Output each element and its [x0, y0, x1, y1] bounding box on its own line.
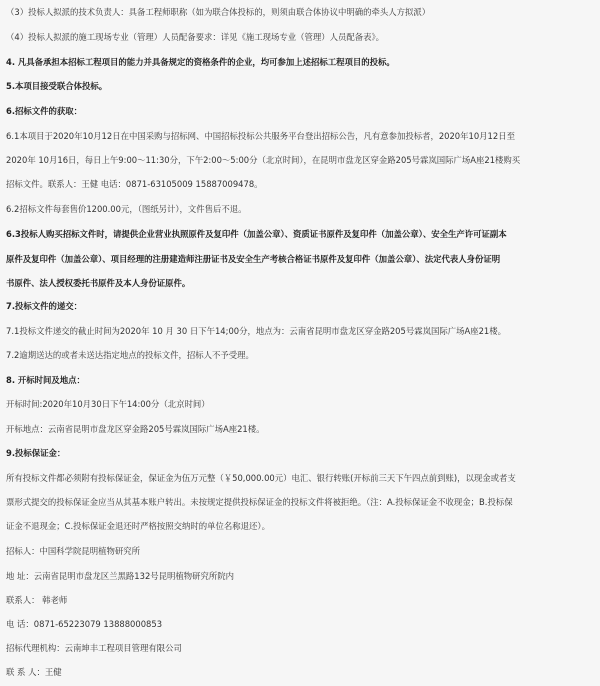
heading-section-6: 6.招标文件的获取： — [6, 106, 83, 116]
line-7-1-deadline: 7.1投标文件递交的截止时间为2020年 10 月 30 日下午14;00分，地点为：云南省昆明市盘龙区穿金路205号霖岚国际广场A座21楼。 — [6, 326, 506, 336]
heading-section-9: 9.投标保证金： — [6, 448, 66, 458]
heading-section-7: 7.投标文件的递交： — [6, 301, 83, 311]
line-6-3-b: 原件及复印件（加盖公章）、项目经理的注册建造师注册证书及安全生产考核合格证书原件及复印件（加盖公章）、法定代表人身份证明 — [6, 254, 501, 264]
line-6-1-contact: 招标文件。联系人：王健 电话：0871-63105009 15887009478。 — [6, 179, 263, 189]
line-opening-place: 开标地点：云南省昆明市盘龙区穿金路205号霖岚国际广场A座21楼。 — [6, 424, 265, 434]
line-tenderer: 招标人：中国科学院昆明植物研究所 — [6, 546, 140, 556]
line-consortium: 5.本项目接受联合体投标。 — [6, 81, 108, 91]
line-opening-time: 开标时间:2020年10月30日下午14:00分（北京时间） — [6, 399, 210, 409]
line-deposit-c: 证金不退现金；C.投标保证金退还时严格按照交纳时的单位名称退还）。 — [6, 521, 270, 531]
line-6-1-a: 6.1本项目于2020年10月12日在中国采购与招标网、中国招标投标公共服务平台登出招标公告，凡有意参加投标者，2020年10月12日至 — [6, 131, 515, 141]
line-site-staff-requirement: （4）投标人拟派的施工现场专业（管理）人员配备要求：详见《施工现场专业（管理）人员配备表》。 — [6, 32, 385, 42]
line-eligibility: 4. 凡具备承担本招标工程项目的能力并具备规定的资格条件的企业，均可参加上述招标工程项目的投标。 — [6, 57, 395, 67]
line-7-2-late: 7.2逾期送达的或者未送达指定地点的投标文件，招标人不予受理。 — [6, 350, 254, 360]
line-agency: 招标代理机构：云南坤丰工程项目管理有限公司 — [6, 643, 182, 653]
line-deposit-b: 票形式提交的投标保证金应当从其基本账户转出。未按规定提供投标保证金的投标文件将被拒绝。（注：A.投标保证金不收现金；B.投标保 — [6, 497, 513, 507]
line-address: 地 址：云南省昆明市盘龙区兰黑路132号昆明植物研究所院内 — [6, 571, 235, 581]
heading-section-8: 8. 开标时间及地点： — [6, 375, 85, 385]
line-tech-lead-requirement: （3）投标人拟派的技术负责人：具备工程师职称（如为联合体投标的，则须由联合体协议中明确的牵头人方拟派） — [6, 7, 431, 17]
line-6-1-b: 2020年 10月16日，每日上午9:00～11:30分，下午2:00～5:00分（北京时间），在昆明市盘龙区穿金路205号霖岚国际广场A座21楼购买 — [6, 155, 521, 165]
line-contact-person: 联系人： 韩老师 — [6, 595, 68, 605]
line-deposit-a: 所有投标文件都必须附有投标保证金，保证金为伍万元整（￥50,000.00元）电汇、银行转账(开标前三天下午四点前到账)，以现金或者支 — [6, 473, 516, 483]
line-6-2-price: 6.2招标文件每套售价1200.00元，（图纸另计），文件售后不退。 — [6, 204, 247, 214]
line-6-3-c: 书原件、法人授权委托书原件及本人身份证原件。 — [6, 278, 191, 288]
line-phone: 电 话：0871-65223079 13888000853 — [6, 619, 163, 629]
line-agency-contact: 联 系 人：王健 — [6, 667, 62, 677]
line-6-3-a: 6.3投标人购买招标文件时，请提供企业营业执照原件及复印件（加盖公章）、资质证书原件及复印件（加盖公章）、安全生产许可证副本 — [6, 229, 507, 239]
